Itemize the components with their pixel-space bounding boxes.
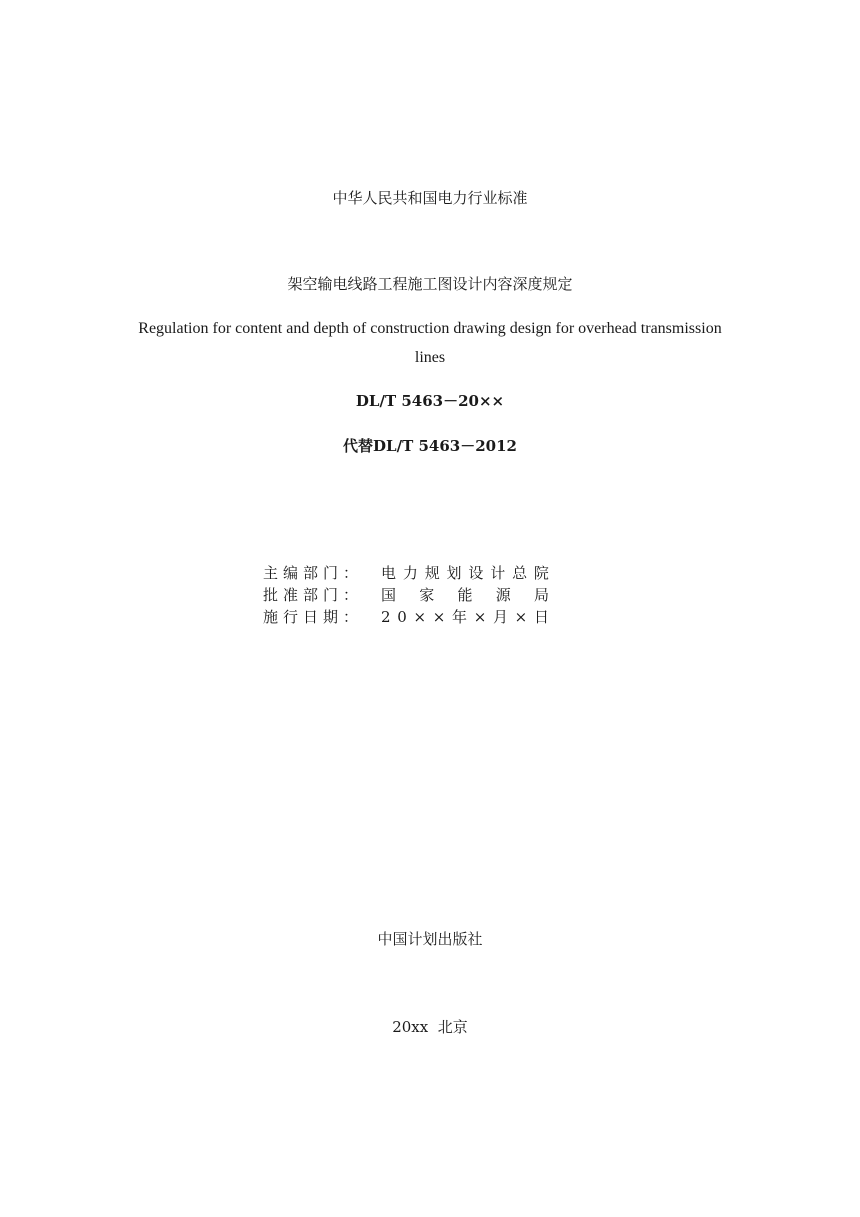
publisher: 中国计划出版社 <box>377 930 483 948</box>
approver-value: 国 家 能 源 局 <box>381 586 549 604</box>
english-title-line-1: Regulation for content and depth of construction drawing design for overhead transmission <box>138 320 722 337</box>
standard-category-header: 中华人民共和国电力行业标准 <box>332 189 528 207</box>
publication-place: 20xx 北京 <box>392 1018 468 1036</box>
editor-value: 电 力 规 划 设 计 总 院 <box>381 564 549 582</box>
editor-label: 主 编 部 门 ： <box>263 564 358 582</box>
standard-code: DL/T 5463－20×× <box>355 392 505 410</box>
date-label: 施 行 日 期 ： <box>263 608 358 626</box>
date-value: 2 0 × × 年 × 月 × 日 <box>381 608 549 626</box>
replaces-standard: 代替DL/T 5463－2012 <box>343 437 517 455</box>
english-title-line-2: lines <box>414 349 446 366</box>
chinese-title: 架空输电线路工程施工图设计内容深度规定 <box>287 275 573 293</box>
approver-label: 批 准 部 门 ： <box>263 586 358 604</box>
